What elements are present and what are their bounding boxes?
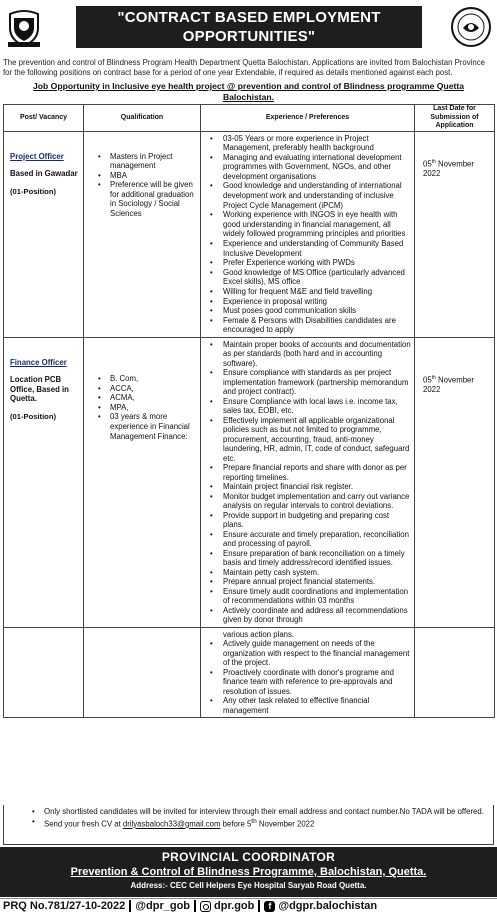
list-item: • B. Com,: [84, 374, 200, 384]
list-item: • Prepare annual project financial statements.: [201, 577, 411, 587]
note-send-cv-date: November 2022: [256, 819, 315, 829]
list-item: • Actively coordinate and address all recommendations given by donor through: [201, 606, 411, 625]
deadline-month-year: November 2022: [423, 375, 474, 395]
post-cell: [4, 337, 84, 627]
list-item: • 03-05 Years or more experience in Project Management, preferably health background: [201, 134, 411, 153]
list-item: • Ensure timely audit coordinations and implementation of recommendations within 03 months: [201, 587, 411, 606]
footer-address: Address:- CEC Cell Helpers Eye Hospital Saryab Road Quetta.: [130, 881, 367, 890]
social-bar: [0, 898, 497, 913]
list-item: • Maintain project financial risk register.: [201, 482, 411, 492]
list-item: • Maintain petty cash system.: [201, 568, 411, 578]
deadline-suffix: th: [431, 158, 436, 165]
post-title: Finance Officer: [10, 357, 67, 367]
post-positions: (01-Position): [10, 411, 56, 421]
note-send-cv-sup: th: [251, 818, 257, 825]
footer-organization: Prevention & Control of Blindness Programme, Balochistan, Quetta.: [70, 866, 427, 878]
header-post: Post/ Vacancy: [4, 105, 84, 132]
list-item: • Female & Persons with Disabilities candidates are encouraged to apply: [201, 316, 411, 335]
list-item: • Prepare financial reports and share with donor as per reporting timelines.: [201, 463, 411, 482]
instagram-handle[interactable]: dpr.gob: [214, 900, 255, 912]
note-send-cv-before: before 5: [220, 819, 252, 829]
separator: [258, 900, 260, 912]
experience-cell-continued: [201, 627, 415, 718]
table-row-continued: [4, 627, 495, 718]
list-item: • Monitor budget implementation and carry out variance analysis on regular intervals to control deviations.: [201, 492, 411, 511]
list-item: • Preference will be given for additional graduation in Sociology / Social Sciences: [84, 180, 200, 218]
separator: [129, 900, 131, 912]
list-item: • Ensure preparation of bank reconciliation on a timely basis and timely address/record identified issues.: [201, 549, 411, 568]
list-item: • Maintain proper books of accounts and documentation as per standards (both hard and in accounting software).: [201, 340, 411, 369]
qualification-cell: [84, 131, 201, 337]
list-item: • Must poses good communication skills: [201, 306, 411, 316]
post-positions: (01-Position): [10, 186, 56, 196]
prq-number: PRQ No.781/27-10-2022: [3, 900, 126, 912]
experience-cell: [201, 337, 415, 627]
balochistan-government-seal-icon: [4, 8, 44, 48]
list-item: • Ensure compliance with standards as per project implementation framework (partnership memorandum and project contract).: [201, 368, 411, 397]
application-notes: [3, 805, 494, 845]
advert-header: [0, 0, 497, 54]
empty-cell: [4, 627, 84, 718]
experience-cell: [201, 131, 415, 337]
list-item: • ACCA,: [84, 384, 200, 394]
title-line-1: "CONTRACT BASED EMPLOYMENT: [117, 9, 381, 26]
facebook-handle[interactable]: @dgpr.balochistan: [278, 900, 378, 912]
job-subheading: Job Opportunity in Inclusive eye health project @ prevention and control of Blindness programme Quetta Balochistan.: [33, 81, 464, 102]
deadline-day: 05: [423, 375, 432, 385]
intro-paragraph: The prevention and control of Blindness Program Health Department Quetta Balochistan. Applications are invited from Balochistan Province for the following positions on contract base for a period of one year Extendable, if required as details mentioned against each post.: [3, 58, 485, 77]
title-line-2: OPPORTUNITIES": [182, 28, 316, 45]
list-item: • Effectively implement all applicable organizational policies such as but not limited to programme, procurement, accounting, fraud, anti-money laundering, HR, admin, IT, code of conduct, safeguard etc.: [201, 416, 411, 464]
post-cell: [4, 131, 84, 337]
jobs-table: [3, 104, 495, 718]
list-item: • Masters in Project management: [84, 152, 200, 171]
list-item: • Experience and understanding of Community Based Inclusive Development: [201, 239, 411, 258]
footer-designation: PROVINCIAL COORDINATOR: [161, 850, 336, 864]
note-send-cv-prefix: Send your fresh CV at: [44, 819, 123, 829]
twitter-handle[interactable]: @dpr_gob: [135, 900, 191, 912]
list-item: • Good knowledge of MS Office (particularly advanced Excel skills), MS office: [201, 268, 411, 287]
list-item: • Provide support in budgeting and preparing cost plans.: [201, 511, 411, 530]
list-item: • Ensure accurate and timely preparation, reconciliation and processing of payroll.: [201, 530, 411, 549]
list-item: • 03 years & more experience in Financial Management Finance:: [84, 412, 200, 441]
list-item: • MPA,: [84, 403, 200, 413]
qualification-cell: [84, 337, 201, 627]
post-location: Location PCB Office, Based in Quetta.: [10, 375, 69, 404]
post-title: Project Officer: [10, 151, 64, 161]
list-item: • Actively guide management on needs of the organization with respect to the financial management of the project.: [201, 639, 411, 668]
facebook-icon: f: [264, 901, 275, 912]
separator: [194, 900, 196, 912]
deadline-month-year: November 2022: [423, 159, 474, 178]
deadline-cell: [415, 337, 495, 627]
table-row-finance-officer: [4, 337, 495, 627]
list-item: • Experience in proposal writing: [201, 297, 411, 307]
empty-cell: [84, 627, 201, 718]
email-link[interactable]: drilyasbaloch33@gmail.com: [122, 819, 221, 829]
list-item: • Working experience with INGOS in eye health with good understanding in financial management, all widely followed programming principles and priorities: [201, 210, 411, 239]
header-date: Last Date for Submission of Application: [415, 105, 495, 132]
table-header-row: [4, 105, 495, 132]
instagram-icon: [200, 901, 211, 912]
list-item: • Good knowledge and understanding of international development work and understanding of inclusive Project Cycle Management (iPCM): [201, 181, 411, 210]
note-interview: • Only shortlisted candidates will be invited for interview through their email address and contact number.No TADA will be offered.: [4, 807, 493, 817]
deadline-cell: [415, 131, 495, 337]
list-item: • Prefer Experience working with PWDs: [201, 258, 411, 268]
list-item: various action plans.: [223, 629, 295, 639]
contact-footer: [0, 847, 497, 897]
header-qualification: Qualification: [84, 105, 201, 132]
empty-cell: [415, 627, 495, 718]
list-item: • Managing and evaluating international development programmes with Government, NGOs, and other development organisations: [201, 153, 411, 182]
page-title: [76, 6, 422, 48]
list-item: • Willing for frequent M&E and field travelling: [201, 287, 411, 297]
post-location: Based in Gawadar: [10, 169, 78, 178]
table-row-project-officer: [4, 131, 495, 337]
list-item: • Any other task related to effective financial management: [201, 696, 411, 715]
list-item: • Proactively coordinate with donor's programe and finance team with reference to pre-approvals and resolution of issues.: [201, 668, 411, 697]
header-experience: Experience / Preferences: [201, 105, 415, 132]
deadline-day: 05: [423, 159, 432, 169]
list-item: • Ensure Compliance with local laws i.e. income tax, sales tax, EOBI, etc.: [201, 397, 411, 416]
deadline-suffix: th: [431, 374, 436, 381]
note-send-cv: [4, 817, 493, 830]
list-item: • ACMA,: [84, 393, 200, 403]
list-item: • MBA: [84, 171, 200, 181]
hospital-emblem-icon: [450, 6, 492, 48]
